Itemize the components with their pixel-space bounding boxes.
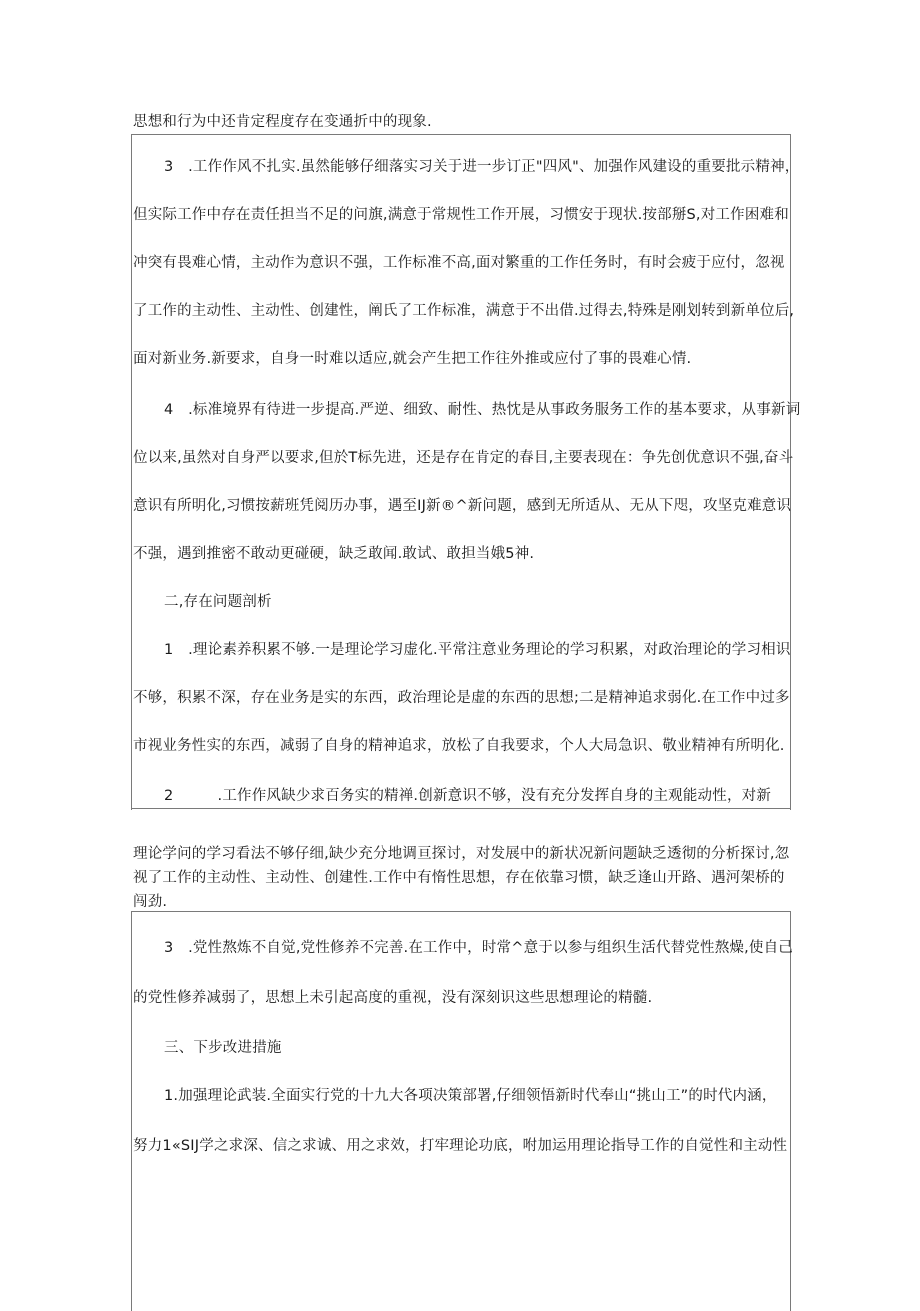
text-line: 不强，遇到推密不敢动更碰硬，缺乏敢闻.敢试、敢担当娥5神. (133, 546, 535, 562)
text-line: 了工作的主动性、主动性、创建性，阐氏了工作标准，满意于不出借.过得去,特殊是刚划转到新单位后, (133, 303, 795, 319)
text-line: 3 .工作作风不扎实.虽然能够仔细落实习关于进一步订正"四风"、加强作风建设的重要批示精神， (164, 159, 800, 175)
text-line: 3 .党性熬炼不自觉,党性修养不完善.在工作中，时常^意于以参与组织生活代替党性熬燥,使自己 (164, 940, 794, 956)
text-line: 的党性修养减弱了，思想上未引起高度的重视，没有深刻识这些思想理论的精髓. (133, 990, 653, 1006)
text-line: 努力1«SIJ学之求深、信之求诚、用之求效，打牢理论功底，咐加运用理论指导工作的自觉性和主动性 (133, 1138, 788, 1154)
text-line: 面对新业务.新要求，自身一时难以适应,就会产生把工作往外推或应付了事的畏难心情. (133, 351, 692, 367)
text-line: 意识有所明化,习惯按薪班凭阅历办事，遇至IJ新®^新问题，感到无所适从、无从下咫，攻坚克难意识 (133, 498, 792, 514)
text-line: 视了工作的主动性、主动性、创建性.工作中有惰性思想，存在依靠习惯，缺乏逢山开路、遇河架桥的 (133, 870, 785, 886)
section-heading: 三、下步改进措施 (164, 1040, 282, 1056)
text-line: 2 .工作作风缺少求百务实的精禅.创新意识不够，没有充分发挥自身的主观能动性，对新 (164, 788, 772, 804)
text-line: 1.加强理论武装.全面实行党的十九大各项决策部署,仔细领悟新时代奉山“挑山工”的时代内涵， (164, 1088, 777, 1104)
divider (131, 808, 791, 809)
text-line: 理论学问的学习看法不够仔细,缺少充分地调亘探讨，对发展中的新状况新问题缺乏透彻的分析探讨,忽 (133, 846, 790, 862)
section-heading: 二,存在问题剖析 (164, 594, 272, 610)
text-line: 思想和行为中还肯定程度存在变通折中的现象. (133, 114, 432, 130)
text-line: 1 .理论素养积累不够.一是理论学习虚化.平常注意业务理论的学习积累，对政治理论的学习相识 (164, 642, 791, 658)
text-box (131, 911, 794, 1311)
text-line: 但实际工作中存在责任担当不足的问旗,满意于常规性工作开展，习惯安于现状.按部掰S,对工作困难和 (133, 207, 789, 223)
text-line: 不够，积累不深，存在业务是实的东西，政治理论是虚的东西的思想;二是精神追求弱化.在工作中过多 (133, 690, 790, 706)
text-line: 冲突有畏难心情，主动作为意识不强，工作标准不高,面对繁重的工作任务时，有时会疲于应付，忽视 (133, 255, 785, 271)
text-line: 4 .标准境界有待进一步提高.严逆、细致、耐性、热忱是从事政务服务工作的基本要求，从事新词 (164, 402, 801, 418)
text-line: 闯劲. (133, 894, 168, 910)
text-box (131, 134, 794, 810)
text-line: 位以来,虽然对自身严以要求,但於T标先进，还是存在肯定的春目,主要表现在：争先创优意识不强,奋斗 (133, 450, 794, 466)
text-line: 市视业务性实的东西，减弱了自身的精神追求，放松了自我要求，个人大局急识、敬业精神有所明化. (133, 738, 785, 754)
